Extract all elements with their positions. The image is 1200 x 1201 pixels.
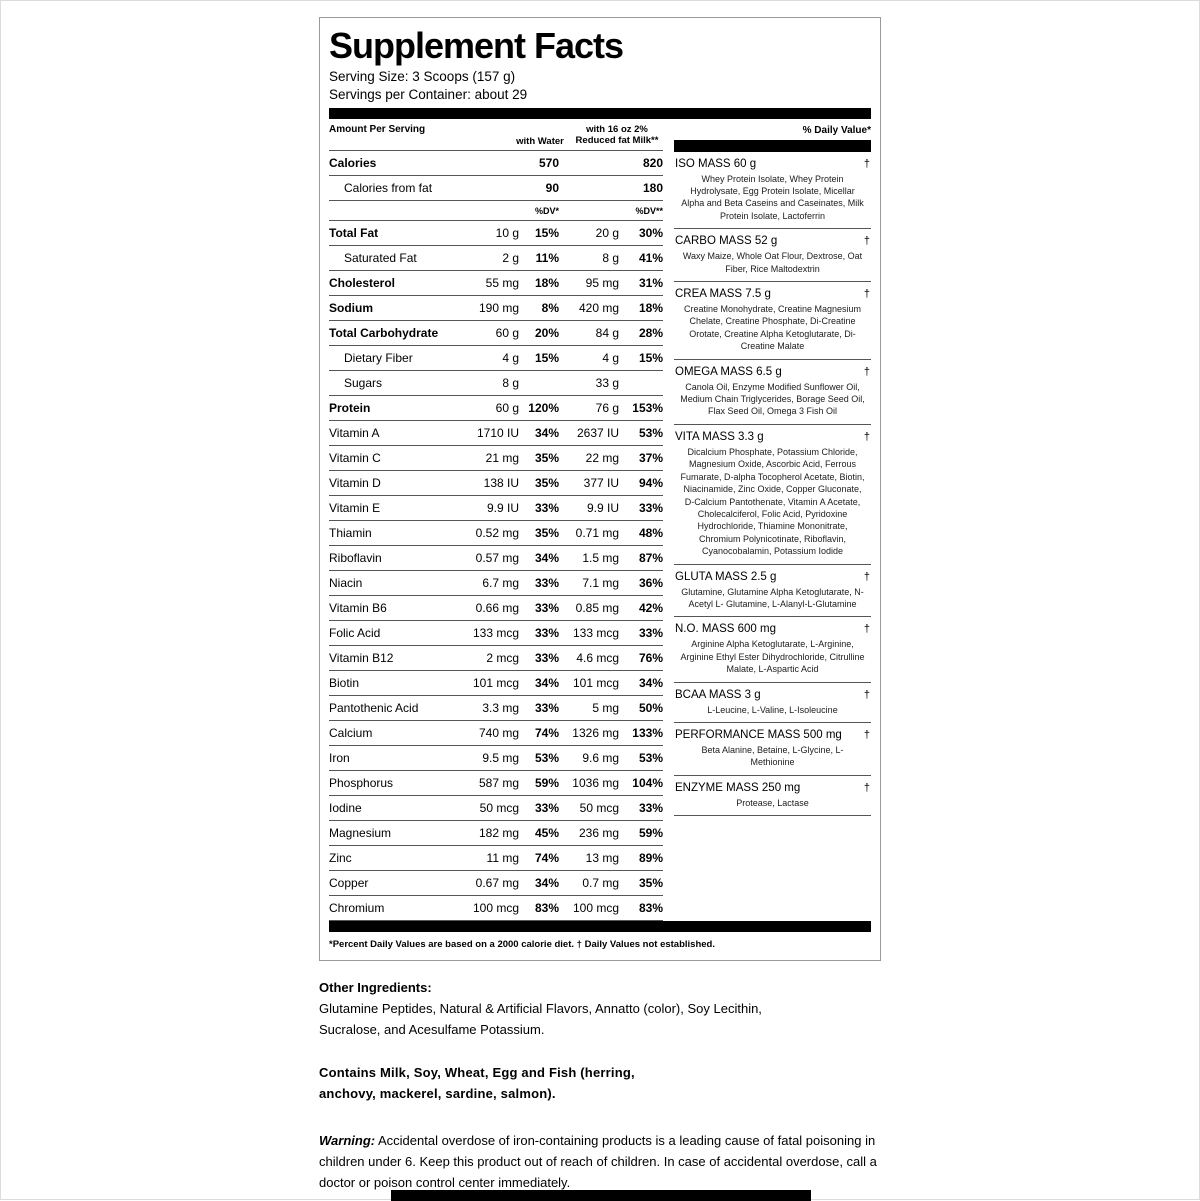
nutrient-water-amount: 101 mcg: [472, 676, 519, 691]
nutrient-row: [329, 421, 663, 446]
nutrient-row: [329, 871, 663, 896]
nutrient-water-amount: 3.3 mg: [482, 701, 519, 716]
blend-ingredients: Beta Alanine, Betaine, L-Glycine, L-Methionine: [701, 744, 844, 768]
blend-section: [674, 282, 871, 360]
blend-dagger: †: [863, 365, 870, 378]
blend-name: BCAA MASS 3 g: [675, 688, 761, 701]
nutrient-water-amount: 9.5 mg: [482, 751, 519, 766]
below-panel-text: [319, 961, 881, 1193]
blend-ingredients: L-Leucine, L-Valine, L-Isoleucine: [707, 704, 838, 715]
nutrient-water-dv: 33%: [534, 626, 559, 641]
nutrient-milk-dv: 50%: [638, 701, 663, 716]
nutrient-water-dv: 34%: [534, 551, 559, 566]
nutrient-name: Protein: [329, 401, 371, 416]
nutrient-row: [329, 396, 663, 421]
nutrient-name: Magnesium: [329, 826, 392, 841]
daily-value-label: % Daily Value*: [802, 124, 871, 136]
nutrient-milk-dv: 76%: [638, 651, 663, 666]
nutrient-water-amount: 8 g: [502, 376, 519, 391]
nutrient-milk-dv: 30%: [638, 226, 663, 241]
blends-divider-bar: [674, 140, 871, 152]
blend-section: [674, 617, 871, 682]
nutrient-row: [329, 496, 663, 521]
nutrient-name: Iron: [329, 751, 350, 766]
nutrient-milk-amount: 0.71 mg: [575, 526, 619, 541]
nutrient-name: Calcium: [329, 726, 373, 741]
warning-statement: [319, 1131, 881, 1193]
bottom-crop-bar: [391, 1190, 811, 1201]
other-ingredients-block: [319, 978, 881, 1040]
nutrient-name: Total Carbohydrate: [329, 326, 439, 341]
nutrient-water-amount: 133 mcg: [472, 626, 519, 641]
nutrient-name: Vitamin D: [329, 476, 381, 491]
nutrient-row: [329, 571, 663, 596]
nutrient-milk-dv: 94%: [638, 476, 663, 491]
allergen-statement: Contains Milk, Soy, Wheat, Egg and Fish (herring, anchovy, mackerel, sardine, salmon).: [319, 1064, 635, 1101]
nutrient-milk-dv: 31%: [638, 276, 663, 291]
nutrient-milk-dv: 34%: [638, 676, 663, 691]
nutrient-milk-amount: 22 mg: [585, 451, 619, 466]
blend-name: OMEGA MASS 6.5 g: [675, 365, 782, 378]
blend-header: [674, 621, 871, 637]
nutrient-name: Vitamin B6: [329, 601, 387, 616]
nutrient-milk-amount: 1326 mg: [572, 726, 619, 741]
panel-title: Supplement Facts: [329, 25, 624, 66]
blends-column: [674, 119, 871, 922]
blend-ingredients: Protease, Lactase: [736, 797, 809, 808]
nutrient-water-amount: 190 mg: [478, 301, 519, 316]
nutrient-milk-dv: 48%: [638, 526, 663, 541]
nutrient-row: [329, 521, 663, 546]
panel-columns: [329, 119, 871, 922]
nutrient-row: [329, 446, 663, 471]
blend-ingredients: Whey Protein Isolate, Whey Protein Hydrolysate, Egg Protein Isolate, Micellar Alpha and Beta Caseins and Caseinates, Milk Protein Isolate, Lactoferrin: [681, 173, 864, 221]
serving-size: Serving Size: 3 Scoops (157 g): [329, 68, 516, 84]
nutrient-water-amount: 9.9 IU: [486, 501, 519, 516]
nutrient-milk-amount: 133 mcg: [572, 626, 619, 641]
blend-dagger: †: [863, 288, 870, 301]
dv-milk-header: %DV**: [635, 205, 663, 216]
nutrient-name: Vitamin E: [329, 501, 381, 516]
nutrient-row: [329, 246, 663, 271]
nutrient-name: Vitamin A: [329, 426, 380, 441]
nutrient-milk-dv: 36%: [638, 576, 663, 591]
nutrient-water-dv: 53%: [534, 751, 559, 766]
blend-section: [674, 229, 871, 282]
calories-from-fat-water-value: 90: [545, 181, 559, 196]
nutrient-row: [329, 546, 663, 571]
blend-name: PERFORMANCE MASS 500 mg: [675, 728, 842, 741]
nutrient-name: Dietary Fiber: [344, 351, 413, 366]
nutrient-water-amount: 10 g: [495, 226, 519, 241]
nutrient-water-amount: 182 mg: [478, 826, 519, 841]
other-ingredients-label: Other Ingredients:: [319, 980, 432, 996]
nutrient-milk-amount: 100 mcg: [572, 901, 619, 916]
blend-header: [674, 687, 871, 703]
nutrient-milk-amount: 1.5 mg: [582, 551, 619, 566]
with-water-label: with Water: [516, 136, 564, 148]
blend-header: [674, 286, 871, 302]
blend-section: [674, 565, 871, 618]
calories-row: [329, 151, 663, 176]
nutrient-row: [329, 221, 663, 246]
nutrient-name: Thiamin: [329, 526, 372, 541]
nutrient-water-dv: 20%: [534, 326, 559, 341]
nutrient-water-amount: 2 mcg: [486, 651, 519, 666]
table-header: [329, 119, 663, 152]
nutrient-name: Chromium: [329, 901, 385, 916]
nutrient-row: [329, 471, 663, 496]
blend-ingredients: Glutamine, Glutamine Alpha Ketoglutarate, N-Acetyl L- Glutamine, L-Alanyl-L-Glutamine: [681, 586, 864, 609]
nutrient-row: [329, 321, 663, 346]
nutrient-water-amount: 6.7 mg: [482, 576, 519, 591]
nutrient-row: [329, 296, 663, 321]
blend-ingredients: Arginine Alpha Ketoglutarate, L-Arginine, Arginine Ethyl Ester Dihydrochloride, Citrulline Malate, L-Aspartic Acid: [680, 639, 865, 675]
nutrient-milk-dv: 133%: [632, 726, 663, 741]
nutrient-milk-amount: 0.7 mg: [582, 876, 619, 891]
nutrient-name: Folic Acid: [329, 626, 381, 641]
nutrient-row: [329, 371, 663, 396]
nutrient-name: Vitamin B12: [329, 651, 394, 666]
calories-from-fat-label: Calories from fat: [344, 181, 433, 196]
blend-name: CARBO MASS 52 g: [675, 235, 778, 248]
nutrient-milk-amount: 1036 mg: [572, 776, 619, 791]
nutrient-milk-dv: 33%: [638, 626, 663, 641]
nutrient-row: [329, 796, 663, 821]
blend-header: [674, 233, 871, 249]
blend-section: [674, 683, 871, 723]
nutrient-water-dv: 34%: [534, 676, 559, 691]
blend-ingredients: Waxy Maize, Whole Oat Flour, Dextrose, Oat Fiber, Rice Maltodextrin: [682, 251, 863, 274]
label-column: [319, 17, 881, 1194]
nutrient-water-dv: 33%: [534, 701, 559, 716]
nutrient-milk-dv: 15%: [638, 351, 663, 366]
nutrient-name: Copper: [329, 876, 369, 891]
nutrient-milk-dv: 59%: [638, 826, 663, 841]
supplement-facts-panel: [319, 17, 881, 961]
nutrient-milk-amount: 50 mcg: [579, 801, 619, 816]
nutrient-milk-dv: 35%: [638, 876, 663, 891]
nutrient-water-dv: 11%: [535, 251, 559, 266]
nutrient-row: [329, 671, 663, 696]
blend-dagger: †: [863, 781, 870, 794]
nutrient-row: [329, 596, 663, 621]
nutrient-water-dv: 34%: [534, 426, 559, 441]
nutrient-water-dv: 74%: [534, 851, 559, 866]
calories-from-fat-milk-value: 180: [642, 181, 663, 196]
calories-milk-value: 820: [642, 156, 663, 171]
nutrient-water-amount: 0.57 mg: [475, 551, 519, 566]
nutrient-water-dv: 45%: [534, 826, 559, 841]
nutrition-table: [329, 119, 663, 922]
calories-label: Calories: [329, 156, 377, 171]
blend-section: [674, 425, 871, 565]
nutrient-row: [329, 821, 663, 846]
blend-dagger: †: [863, 688, 870, 701]
nutrient-water-amount: 100 mcg: [472, 901, 519, 916]
nutrient-water-dv: 74%: [534, 726, 559, 741]
nutrient-milk-dv: 33%: [638, 501, 663, 516]
nutrient-milk-dv: 41%: [638, 251, 663, 266]
nutrient-water-amount: 138 IU: [483, 476, 519, 491]
dv-water-header: %DV*: [534, 205, 559, 216]
nutrient-name: Sodium: [329, 301, 373, 316]
nutrient-water-amount: 4 g: [502, 351, 519, 366]
nutrient-row: [329, 721, 663, 746]
blend-header: [674, 429, 871, 445]
blend-header: [674, 364, 871, 380]
blend-header: [674, 727, 871, 743]
other-ingredients-text: Glutamine Peptides, Natural & Artificial Flavors, Annatto (color), Soy Lecithin, Sucralose, and Acesulfame Potassium.: [319, 1001, 762, 1037]
nutrient-row: [329, 271, 663, 296]
nutrient-milk-amount: 13 mg: [585, 851, 619, 866]
dv-header-row: [329, 201, 663, 221]
nutrient-name: Phosphorus: [329, 776, 394, 791]
nutrient-water-dv: 33%: [534, 651, 559, 666]
nutrient-milk-dv: 53%: [638, 751, 663, 766]
warning-text: Accidental overdose of iron-containing products is a leading cause of fatal poisoning in children under 6. Keep this product out of reach of children. In case of accidental overdose, call a doctor or poison control center immediately.: [319, 1133, 877, 1190]
blend-name: ENZYME MASS 250 mg: [675, 781, 801, 794]
nutrient-milk-amount: 84 g: [595, 326, 619, 341]
nutrient-water-dv: 33%: [534, 601, 559, 616]
nutrient-water-dv: 120%: [528, 401, 559, 416]
blend-ingredients: Creatine Monohydrate, Creatine Magnesium Chelate, Creatine Phosphate, Di-Creatine Orotate, Creatine Alpha Ketoglutarate, Di-Creatine Malate: [683, 304, 862, 352]
nutrient-name: Pantothenic Acid: [329, 701, 419, 716]
nutrient-milk-amount: 76 g: [595, 401, 619, 416]
nutrient-row: [329, 696, 663, 721]
blend-header: [674, 780, 871, 796]
divider-bar-top: [329, 108, 871, 119]
nutrient-water-amount: 0.66 mg: [475, 601, 519, 616]
nutrient-milk-amount: 20 g: [595, 226, 619, 241]
blend-section: [674, 776, 871, 816]
nutrient-milk-dv: 37%: [638, 451, 663, 466]
nutrient-row: [329, 846, 663, 871]
blend-ingredients: Canola Oil, Enzyme Modified Sunflower Oil, Medium Chain Triglycerides, Borage Seed Oil, Flax Seed Oil, Omega 3 Fish Oil: [680, 381, 865, 417]
nutrient-milk-dv: 28%: [638, 326, 663, 341]
nutrient-name: Sugars: [344, 376, 383, 391]
blend-name: CREA MASS 7.5 g: [675, 288, 771, 301]
nutrient-water-dv: 33%: [534, 576, 559, 591]
nutrient-water-dv: 35%: [534, 476, 559, 491]
nutrient-row: [329, 771, 663, 796]
nutrient-name: Total Fat: [329, 226, 379, 241]
nutrient-water-dv: 15%: [534, 351, 559, 366]
nutrient-water-dv: 35%: [534, 451, 559, 466]
nutrient-row: [329, 646, 663, 671]
servings-per-container: Servings per Container: about 29: [329, 86, 528, 102]
nutrient-milk-amount: 0.85 mg: [575, 601, 619, 616]
nutrient-milk-amount: 9.9 IU: [586, 501, 619, 516]
nutrient-milk-amount: 4.6 mcg: [576, 651, 619, 666]
nutrient-name: Biotin: [329, 676, 360, 691]
nutrient-name: Riboflavin: [329, 551, 382, 566]
nutrient-water-amount: 1710 IU: [476, 426, 519, 441]
nutrient-milk-amount: 5 mg: [592, 701, 619, 716]
blend-dagger: †: [863, 157, 870, 170]
blend-name: ISO MASS 60 g: [675, 157, 757, 170]
nutrient-water-amount: 60 g: [495, 401, 519, 416]
nutrient-water-amount: 740 mg: [478, 726, 519, 741]
nutrient-water-amount: 0.52 mg: [475, 526, 519, 541]
blend-name: VITA MASS 3.3 g: [675, 430, 764, 443]
nutrient-water-dv: 8%: [541, 301, 559, 316]
blend-ingredients: Dicalcium Phosphate, Potassium Chloride, Magnesium Oxide, Ascorbic Acid, Ferrous Fumarate, D-alpha Tocopherol Acetate, Biotin, Niacinamide, Zinc Oxide, Copper Gluconate, D-Calcium Pantothenate, Vitamin A Acetate, Cholecalciferol, Folic Acid, Pyridoxine Hydrochloride, Thiamine Mononitrate, Chromium Polynicotinate, Riboflavin, Cyanocobalamin, Potassium Iodide: [680, 446, 865, 557]
nutrient-row: [329, 746, 663, 771]
calories-water-value: 570: [538, 156, 559, 171]
nutrient-name: Saturated Fat: [344, 251, 417, 266]
nutrient-milk-dv: 33%: [638, 801, 663, 816]
nutrient-water-amount: 55 mg: [485, 276, 519, 291]
nutrient-water-amount: 11 mg: [486, 851, 519, 866]
nutrient-water-dv: 59%: [534, 776, 559, 791]
nutrient-milk-amount: 101 mcg: [572, 676, 619, 691]
nutrient-milk-amount: 236 mg: [578, 826, 619, 841]
nutrient-water-dv: 35%: [534, 526, 559, 541]
blend-header: [674, 569, 871, 585]
nutrient-name: Iodine: [329, 801, 362, 816]
nutrient-water-dv: 15%: [534, 226, 559, 241]
amount-per-serving-label: Amount Per Serving: [329, 123, 426, 135]
nutrient-water-dv: 33%: [534, 801, 559, 816]
nutrient-milk-amount: 8 g: [602, 251, 619, 266]
with-milk-label: with 16 oz 2% Reduced fat Milk**: [575, 123, 659, 147]
nutrient-name: Cholesterol: [329, 276, 396, 291]
nutrient-milk-amount: 4 g: [602, 351, 619, 366]
nutrient-milk-amount: 2637 IU: [576, 426, 619, 441]
nutrient-row: [329, 346, 663, 371]
nutrient-water-amount: 60 g: [495, 326, 519, 341]
footnote: *Percent Daily Values are based on a 2000 calorie diet. † Daily Values not established.: [329, 939, 715, 951]
nutrient-water-dv: 33%: [534, 501, 559, 516]
nutrient-milk-amount: 7.1 mg: [582, 576, 619, 591]
nutrient-water-dv: 83%: [534, 901, 559, 916]
blend-dagger: †: [863, 728, 870, 741]
nutrient-milk-dv: 42%: [638, 601, 663, 616]
calories-from-fat-row: [329, 176, 663, 201]
nutrient-milk-dv: 53%: [638, 426, 663, 441]
blend-section: [674, 360, 871, 425]
nutrient-milk-amount: 377 IU: [583, 476, 619, 491]
nutrient-name: Zinc: [329, 851, 352, 866]
nutrient-milk-amount: 95 mg: [585, 276, 619, 291]
nutrient-milk-dv: 89%: [638, 851, 663, 866]
nutrient-water-amount: 21 mg: [485, 451, 519, 466]
nutrient-water-dv: 34%: [534, 876, 559, 891]
blend-name: GLUTA MASS 2.5 g: [675, 570, 777, 583]
nutrient-water-amount: 2 g: [502, 251, 519, 266]
nutrient-milk-dv: 153%: [632, 401, 663, 416]
nutrient-water-amount: 587 mg: [478, 776, 519, 791]
nutrient-milk-dv: 104%: [632, 776, 663, 791]
divider-bar-bottom: [329, 921, 871, 932]
nutrient-name: Niacin: [329, 576, 363, 591]
nutrient-name: Vitamin C: [329, 451, 381, 466]
blend-section: [674, 152, 871, 230]
blend-name: N.O. MASS 600 mg: [675, 623, 776, 636]
nutrient-milk-dv: 18%: [638, 301, 663, 316]
nutrient-water-dv: 18%: [534, 276, 559, 291]
blend-header: [674, 156, 871, 172]
nutrient-milk-dv: 83%: [638, 901, 663, 916]
nutrient-row: [329, 621, 663, 646]
blend-dagger: †: [863, 430, 870, 443]
nutrient-milk-amount: 9.6 mg: [582, 751, 619, 766]
nutrient-milk-dv: 87%: [638, 551, 663, 566]
nutrient-milk-amount: 420 mg: [578, 301, 619, 316]
nutrient-milk-amount: 33 g: [595, 376, 619, 391]
warning-label: Warning:: [319, 1133, 376, 1149]
nutrient-row: [329, 896, 663, 921]
nutrient-water-amount: 50 mcg: [479, 801, 519, 816]
blend-section: [674, 723, 871, 776]
blend-dagger: †: [863, 570, 870, 583]
blend-dagger: †: [863, 235, 870, 248]
nutrient-water-amount: 0.67 mg: [475, 876, 519, 891]
blend-dagger: †: [863, 623, 870, 636]
